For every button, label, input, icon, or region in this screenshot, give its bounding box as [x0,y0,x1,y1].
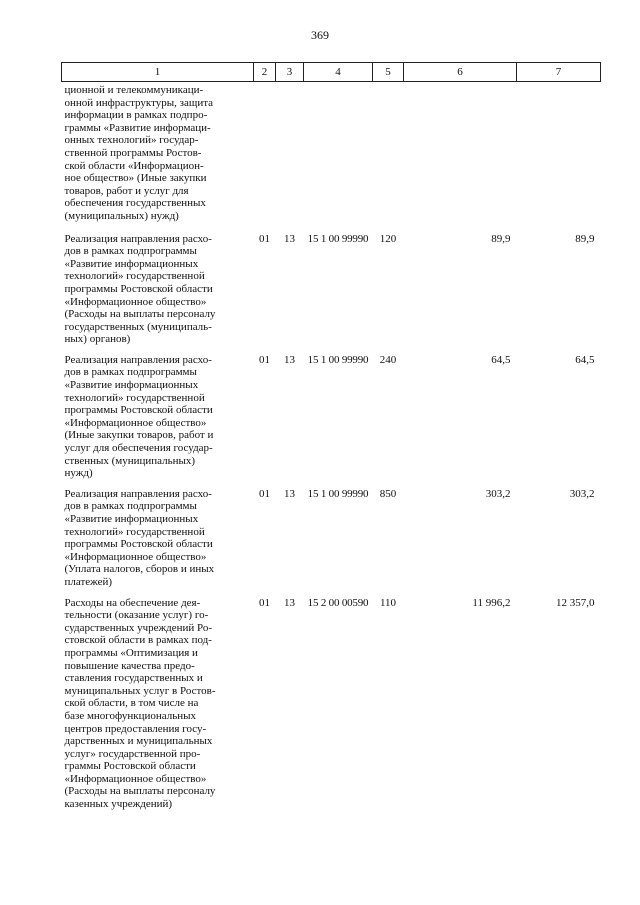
target-article-code [304,82,373,231]
table-row [62,352,601,486]
amount-year-1: 11 996,2 [472,596,511,609]
amount-year-2: 89,9 [575,232,595,245]
col-header-2: 2 [254,63,276,82]
col-header-1: 1 [62,63,254,82]
col-header-6: 6 [404,63,517,82]
target-article-code: 15 2 00 00590 [307,596,369,609]
amount-year-2 [517,82,601,231]
amount-year-1: 303,2 [485,487,511,500]
subsection-code: 13 [284,353,295,366]
amount-year-2: 64,5 [575,353,595,366]
col-header-3: 3 [276,63,304,82]
target-article-code: 15 1 00 99990 [307,487,369,500]
section-code: 01 [259,596,270,609]
col-header-5: 5 [373,63,404,82]
expense-type-code: 120 [379,232,397,245]
section-code: 01 [259,487,270,500]
subsection-code [276,82,304,231]
section-code: 01 [259,232,270,245]
col-header-4: 4 [304,63,373,82]
column-number-header [62,63,601,82]
amount-year-2: 303,2 [569,487,595,500]
table-row [62,82,601,231]
amount-year-2: 12 357,0 [556,596,595,609]
expense-type-code: 240 [379,353,397,366]
expense-description: Реализация направления расхо- дов в рамках подпрограммы «Развитие информационных технологий» государственной программы Ростовской области «Информационное общество» (Уплата налогов, сборов и иных платежей) [64,487,215,588]
expense-description: Реализация направления расхо- дов в рамках подпрограммы «Развитие информационных технологий» государственной программы Ростовской области «Информационное общество» (Расходы на выплаты персоналу государственных (муниципаль- ных) органов) [64,232,216,346]
page-number: 369 [311,28,329,42]
expense-description: ционной и телекоммуникаци- онной инфраструктуры, защита информации в рамках подпро- граммы «Развитие информаци- онных технологий» государ- ственной программы Ростов- ской области «Информацион- ное общество» (Иные закупки товаров, работ и услуг для обеспечения государственных (муниципальных) нужд) [64,84,214,222]
target-article-code: 15 1 00 99990 [307,353,369,366]
amount-year-1: 89,9 [491,232,511,245]
table-row [62,231,601,352]
col-header-7: 7 [517,63,601,82]
expense-description: Реализация направления расхо- дов в рамках подпрограммы «Развитие информационных технологий» государственной программы Ростовской области «Информационное общество» (Иные закупки товаров, работ и услуг для обеспечения государ- ственных (муниципальных) нужд) [64,353,214,480]
table-row [62,486,601,595]
expense-type-code: 850 [379,487,397,500]
target-article-code: 15 1 00 99990 [307,232,369,245]
table-row [62,595,601,817]
budget-table [61,62,601,817]
subsection-code: 13 [284,232,295,245]
expense-type-code [373,82,404,231]
expense-type-code: 110 [379,596,397,609]
amount-year-1: 64,5 [491,353,511,366]
subsection-code: 13 [284,596,295,609]
amount-year-1 [404,82,517,231]
subsection-code: 13 [284,487,295,500]
expense-description: Расходы на обеспечение дея- тельности (оказание услуг) го- сударственных учреждений Ро- стовской области в рамках под- программы «Оптимизация и повышение качества предо- ставления государственных и муниципальных услуг в Ростов- ской области, в том числе на базе многофункциональных центров предоставления госу- дарственных и муниципальных услуг» государственной про- граммы Ростовской области «Информационное общество» (Расходы на выплаты персоналу казенных учреждений) [64,596,216,811]
section-code: 01 [259,353,270,366]
section-code [254,82,276,231]
